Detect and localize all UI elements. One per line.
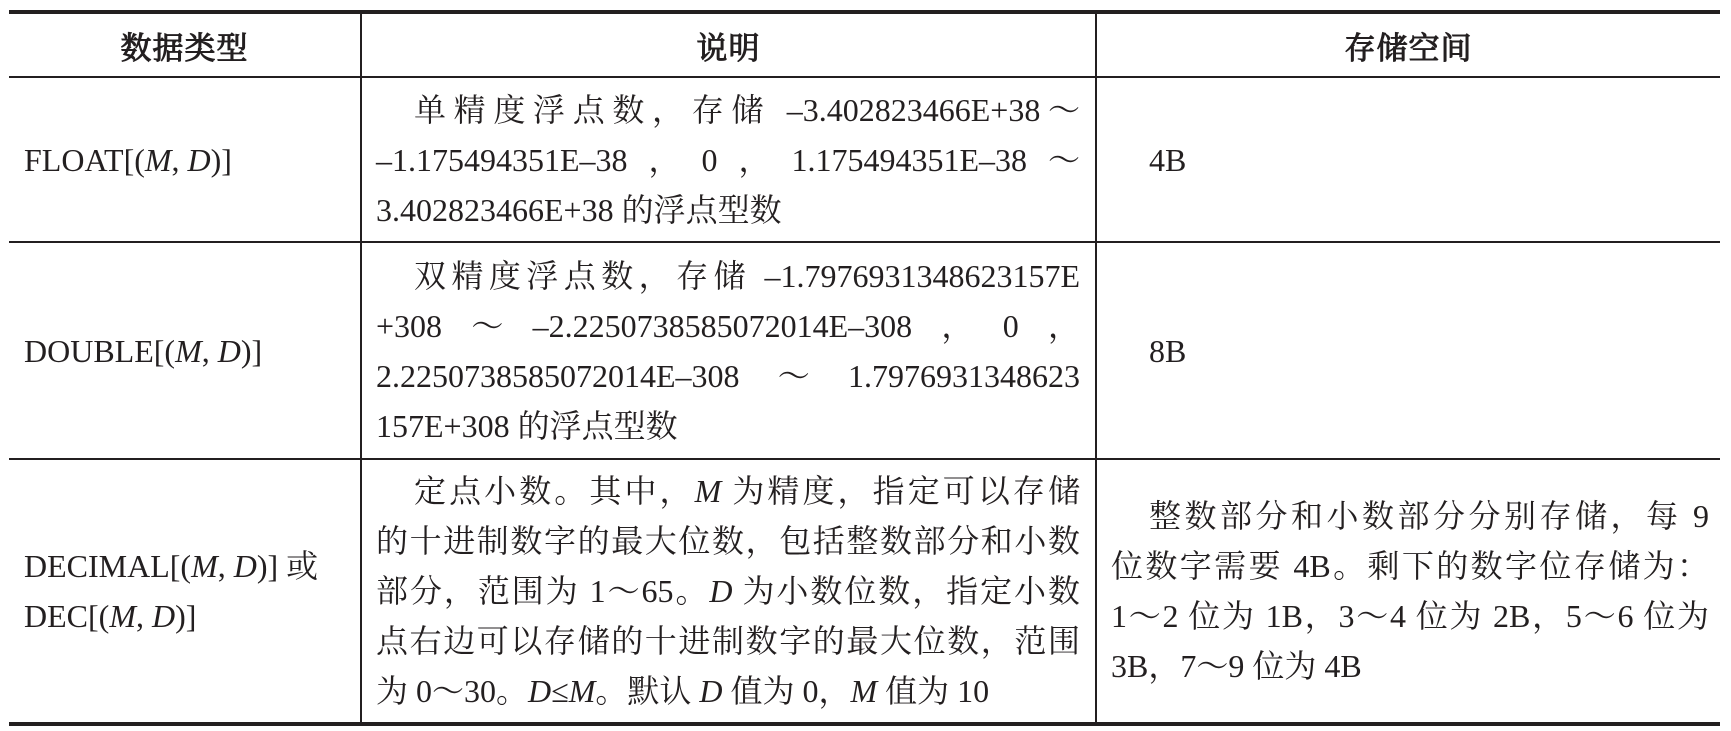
cell-text-line: DECIMAL[(M, D)] 或 — [24, 548, 319, 584]
cell-storage — [1095, 78, 1720, 241]
cell-data-type — [9, 78, 360, 241]
cell-text-line: DEC[(M, D)] — [24, 598, 197, 634]
cell-text-line: 双精度浮点数，存储 –1.7976931348623157E — [414, 257, 1080, 294]
variable-symbol: M — [144, 141, 172, 178]
header-storage — [1095, 14, 1720, 76]
variable-symbol: M — [191, 548, 218, 584]
variable-symbol: M — [109, 598, 136, 634]
cell-text-line: 的十进制数字的最大位数，包括整数部分和小数 — [376, 523, 1080, 559]
header-description — [360, 14, 1095, 76]
cell-text-line: 位数字需要 4B。剩下的数字位存储为： — [1111, 548, 1709, 584]
cell-storage — [1095, 243, 1720, 458]
cell-text-line: 整数部分和小数部分分别存储，每 9 — [1149, 498, 1709, 534]
cell-text-line: 3.402823466E+38 的浮点型数 — [376, 191, 782, 228]
data-type-table — [9, 10, 1720, 726]
cell-description — [360, 243, 1095, 458]
cell-text-line: 单精度浮点数，存储 –3.402823466E+38～ — [414, 91, 1080, 128]
cell-text-line: 4B — [1149, 141, 1187, 178]
variable-symbol: D — [709, 573, 733, 609]
cell-description — [360, 78, 1095, 241]
cell-text-line: 1～2 位为 1B，3～4 位为 2B，5～6 位为 — [1111, 598, 1709, 634]
cell-text-line: DOUBLE[(M, D)] — [24, 332, 263, 369]
table-row — [9, 458, 1720, 722]
cell-text-line: 8B — [1149, 332, 1187, 369]
variable-symbol: M — [850, 673, 878, 709]
cell-storage — [1095, 460, 1720, 722]
cell-text-line: 部分，范围为 1～65。D 为小数位数，指定小数 — [376, 573, 1080, 609]
table-row — [9, 76, 1720, 241]
cell-text-line: 2.2250738585072014E–308～1.7976931348623 — [376, 357, 1080, 394]
variable-symbol: D — [187, 141, 211, 178]
variable-symbol: D — [233, 548, 257, 584]
table-row — [9, 241, 1720, 458]
cell-text-line: +308～–2.2250738585072014E–308，0， — [376, 307, 1080, 344]
variable-symbol: M — [175, 332, 202, 369]
variable-symbol: D — [699, 673, 723, 709]
variable-symbol: D — [528, 673, 552, 709]
header-label: 数据类型 — [120, 30, 249, 67]
variable-symbol: M — [694, 473, 722, 509]
cell-description — [360, 460, 1095, 722]
header-data-type — [9, 14, 360, 76]
header-label: 存储空间 — [1344, 30, 1473, 67]
cell-text-line: –1.175494351E–38，0，1.175494351E–38～ — [376, 141, 1080, 178]
header-label: 说明 — [696, 30, 761, 67]
cell-data-type — [9, 460, 360, 722]
variable-symbol: D — [151, 598, 176, 634]
cell-text-line: 为 0～30。D≤M。默认 D 值为 0，M 值为 10 — [376, 673, 990, 709]
cell-text-line: FLOAT[(M, D)] — [24, 141, 232, 178]
table-header-row — [9, 14, 1720, 76]
variable-symbol: D — [217, 332, 241, 369]
cell-text-line: 3B，7～9 位为 4B — [1111, 648, 1362, 684]
cell-text-line: 157E+308 的浮点型数 — [376, 407, 678, 444]
cell-data-type — [9, 243, 360, 458]
cell-text-line: 定点小数。其中，M 为精度，指定可以存储 — [414, 473, 1080, 509]
cell-text-line: 点右边可以存储的十进制数字的最大位数，范围 — [376, 623, 1080, 659]
variable-symbol: M — [568, 673, 596, 709]
